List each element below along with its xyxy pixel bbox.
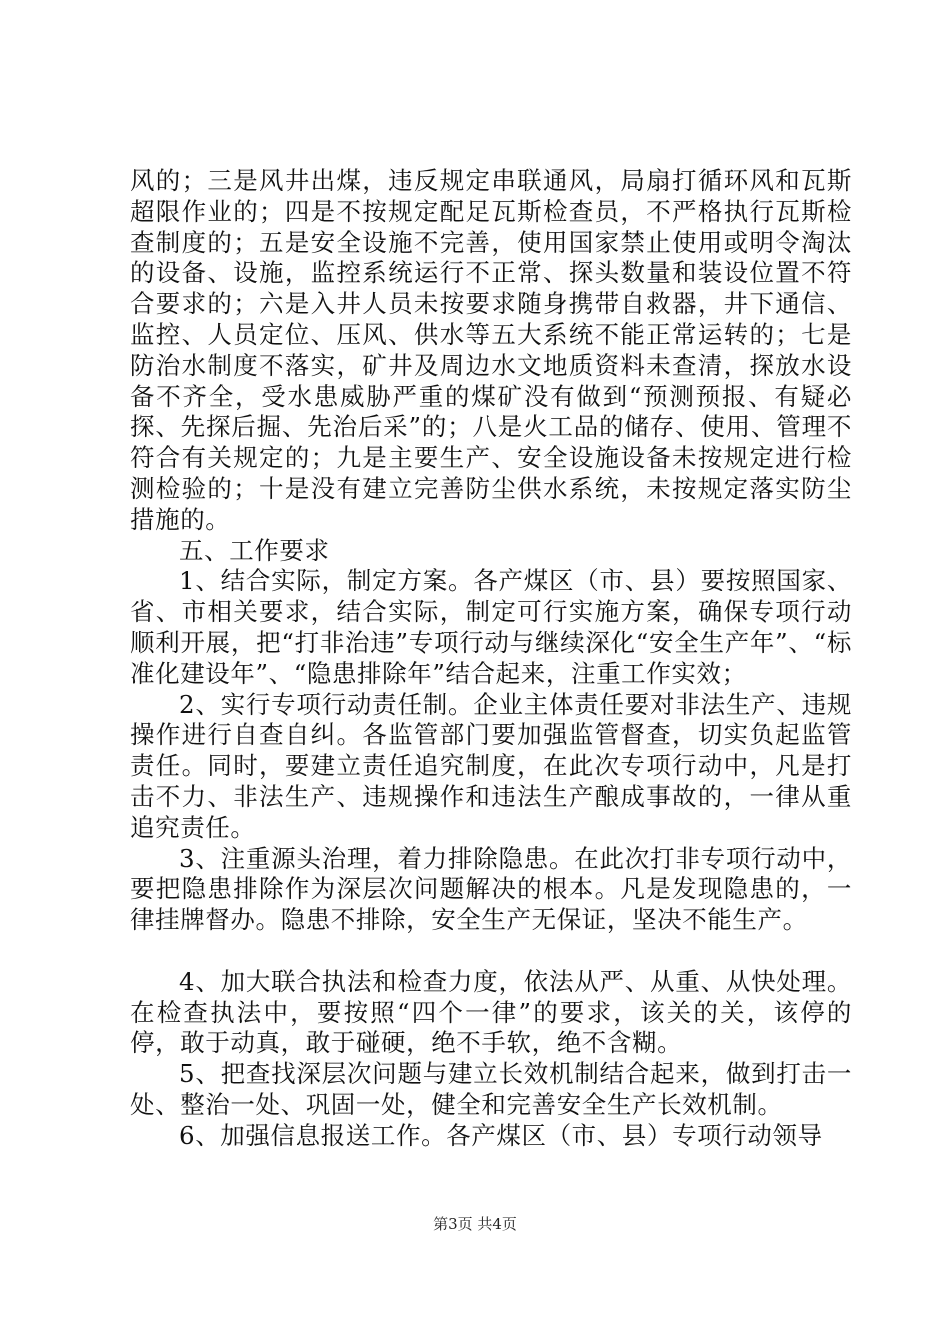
paragraph-spacer [130,936,852,967]
paragraph-requirement-1: 1、结合实际，制定方案。各产煤区（市、县）要按照国家、省、市相关要求，结合实际，制定可行实施方案，确保专项行动顺利开展，把“打非治违”专项行动与继续深化“安全生产年”、“标准化建设年”、“隐患排除年”结合起来，注重工作实效； [130,566,852,688]
paragraph-requirement-2: 2、实行专项行动责任制。企业主体责任要对非法生产、违规操作进行自查自纠。各监管部门要加强监管督查，切实负起监管责任。同时，要建立责任追究制度，在此次专项行动中，凡是打击不力、非法生产、违规操作和违法生产酿成事故的，一律从重追究责任。 [130,689,852,842]
paragraph-violations-list: 风的；三是风井出煤，违反规定串联通风，局扇打循环风和瓦斯超限作业的；四是不按规定配足瓦斯检查员，不严格执行瓦斯检查制度的；五是安全设施不完善，使用国家禁止使用或明令淘汰的设备、设施，监控系统运行不正常、探头数量和装设位置不符合要求的；六是入井人员未按要求随身携带自救器，井下通信、监控、人员定位、压风、供水等五大系统不能正常运转的；七是防治水制度不落实，矿井及周边水文地质资料未查清，探放水设备不齐全，受水患威胁严重的煤矿没有做到“预测预报、有疑必探、先探后掘、先治后采”的；八是火工品的储存、使用、管理不符合有关规定的；九是主要生产、安全设施设备未按规定进行检测检验的；十是没有建立完善防尘供水系统，未按规定落实防尘措施的。 [130,166,852,534]
page-number-footer: 第3页 共4页 [433,1215,517,1233]
paragraph-requirement-4: 4、加大联合执法和检查力度，依法从严、从重、从快处理。在检查执法中，要按照“四个一律”的要求，该关的关，该停的停，敢于动真，敢于碰硬，绝不手软，绝不含糊。 [130,966,852,1058]
paragraph-requirement-5: 5、把查找深层次问题与建立长效机制结合起来，做到打击一处、整治一处、巩固一处，健全和完善安全生产长效机制。 [130,1059,852,1119]
paragraph-requirement-3: 3、注重源头治理，着力排除隐患。在此次打非专项行动中，要把隐患排除作为深层次问题解决的根本。凡是发现隐患的，一律挂牌督办。隐患不排除，安全生产无保证，坚决不能生产。 [130,843,852,935]
paragraph-requirement-6: 6、加强信息报送工作。各产煤区（市、县）专项行动领导 [179,1120,823,1150]
document-body [130,166,852,1152]
section-heading-work-requirements: 五、工作要求 [179,535,330,565]
